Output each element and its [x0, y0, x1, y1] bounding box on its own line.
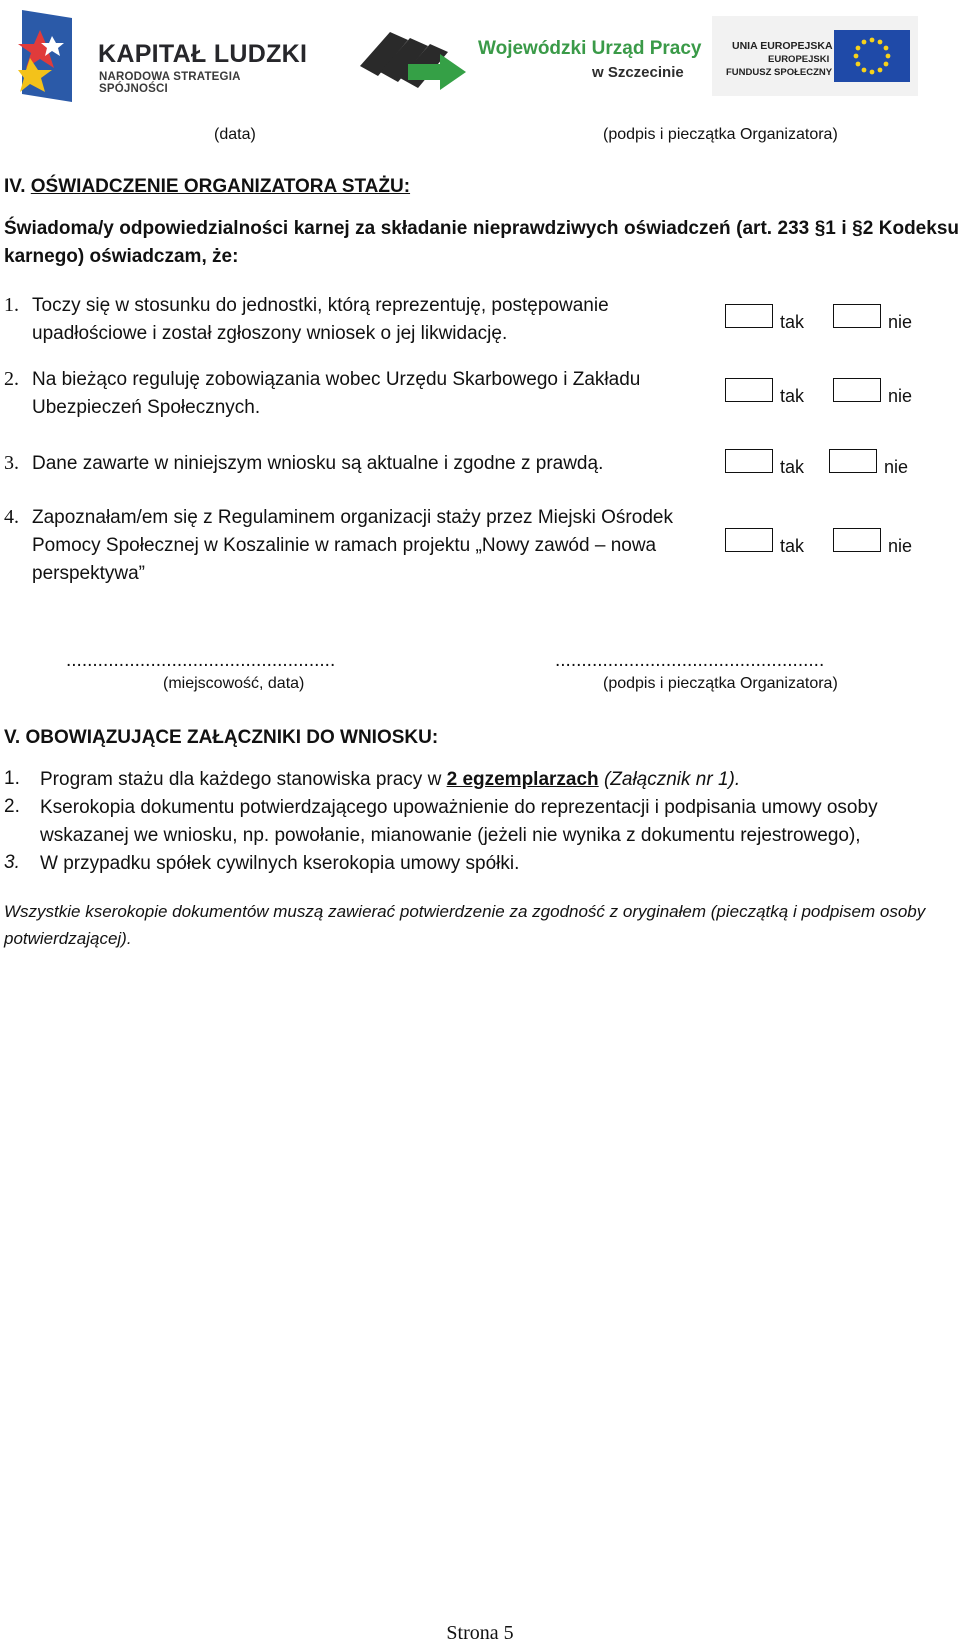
statement-3-yes-label: tak: [780, 457, 805, 477]
kapital-ludzki-title: KAPITAŁ LUDZKI: [98, 40, 308, 68]
statement-4-text: Zapoznałam/em się z Regulaminem organizacji staży przez Miejski Ośrodek Pomocy Społecznej w Koszalinie w ramach projektu „Nowy zawód – nowa perspektywa”: [32, 507, 673, 584]
statement-3-yes-checkbox[interactable]: [725, 449, 773, 473]
organizer-signature-dotted-line: ...................................................: [555, 650, 825, 671]
date-caption: (data): [214, 126, 256, 143]
statement-2-no-checkbox[interactable]: [833, 378, 881, 402]
statement-2-yes-label: tak: [780, 386, 805, 406]
attachment-1-number: 1.: [4, 768, 20, 789]
statement-3-text: Dane zawarte w niniejszym wniosku są aktualne i zgodne z prawdą.: [32, 453, 604, 474]
kapital-ludzki-subtitle: NARODOWA STRATEGIA SPÓJNOŚCI: [99, 71, 241, 95]
attachment-2-text: Kserokopia dokumentu potwierdzającego upoważnienie do reprezentacji i podpisania umowy osoby wskazanej we wniosku, np. powołanie, mianowanie (jeżeli nie wynika z dokumentu rejestrowego),: [40, 797, 878, 846]
section-4-heading: [4, 176, 410, 198]
statement-4-no-label: nie: [888, 536, 913, 556]
kapital-ludzki-logo: [18, 8, 308, 103]
kapital-ludzki-emblem-icon: [18, 10, 76, 102]
wup-subtitle: w Szczecinie: [592, 64, 684, 81]
eu-logo: [712, 16, 918, 96]
wup-emblem-icon: [360, 28, 466, 94]
statement-4-yes-label: tak: [780, 536, 805, 556]
statement-1-yes-label: tak: [780, 312, 805, 332]
wup-title: Wojewódzki Urząd Pracy: [478, 38, 702, 59]
section-4-title: OŚWIADCZENIE ORGANIZATORA STAŻU:: [30, 176, 411, 197]
eu-flag-icon: [834, 30, 910, 82]
statement-1-no-checkbox[interactable]: [833, 304, 881, 328]
statement-2-text: Na bieżąco reguluję zobowiązania wobec Urzędu Skarbowego i Zakładu Ubezpieczeń Społecznych.: [32, 369, 641, 418]
page-number: Strona 5: [446, 1622, 514, 1644]
attachment-3-text: W przypadku spółek cywilnych kserokopia umowy spółki.: [40, 853, 520, 874]
attachment-3-number: 3.: [4, 852, 20, 873]
statement-3-number: 3.: [4, 452, 19, 474]
statement-1-yes-checkbox[interactable]: [725, 304, 773, 328]
attachment-1-text: [40, 766, 940, 794]
attachment-1-text-main: Program stażu dla każdego stanowiska pracy w: [40, 769, 447, 790]
eu-line-2: EUROPEJSKI: [768, 54, 830, 65]
eu-line-3: FUNDUSZ SPOŁECZNY: [726, 67, 833, 78]
organizer-signature-caption: (podpis i pieczątka Organizatora): [603, 126, 838, 143]
attachment-2-number: 2.: [4, 796, 20, 817]
statement-4-yes-checkbox[interactable]: [725, 528, 773, 552]
statement-1-no-label: nie: [888, 312, 913, 332]
statement-1-text: Toczy się w stosunku do jednostki, którą reprezentuję, postępowanie upadłościowe i został zgłoszony wniosek o jej likwidację.: [32, 295, 609, 344]
attachment-1-reference: (Załącznik nr 1).: [598, 769, 741, 790]
section-4-roman: IV.: [4, 176, 26, 197]
statement-4-no-checkbox[interactable]: [833, 528, 881, 552]
attachment-1-copies: 2 egzemplarzach: [446, 769, 599, 790]
wup-logo: [360, 28, 702, 94]
statement-4-number: 4.: [4, 506, 19, 528]
statement-1-number: 1.: [4, 294, 19, 316]
place-date-dotted-line: ...................................................: [66, 650, 336, 671]
copies-certification-note: Wszystkie kserokopie dokumentów muszą zawierać potwierdzenie za zgodność z oryginałem (pieczątką i podpisem osoby potwierdzającej).: [4, 902, 926, 948]
statement-3-no-checkbox[interactable]: [829, 449, 877, 473]
statement-2-number: 2.: [4, 368, 19, 390]
statement-intro: Świadoma/y odpowiedzialności karnej za składanie nieprawdziwych oświadczeń (art. 233 §1 i §2 Kodeksu karnego) oświadczam, że:: [4, 218, 959, 267]
statement-3-no-label: nie: [884, 457, 909, 477]
section-5-heading: V. OBOWIĄZUJĄCE ZAŁĄCZNIKI DO WNIOSKU:: [4, 727, 439, 748]
statement-2-yes-checkbox[interactable]: [725, 378, 773, 402]
place-date-caption: (miejscowość, data): [163, 675, 305, 692]
bottom-organizer-signature-caption: (podpis i pieczątka Organizatora): [603, 675, 838, 692]
statement-2-no-label: nie: [888, 386, 913, 406]
eu-line-1: UNIA EUROPEJSKA: [732, 40, 833, 52]
